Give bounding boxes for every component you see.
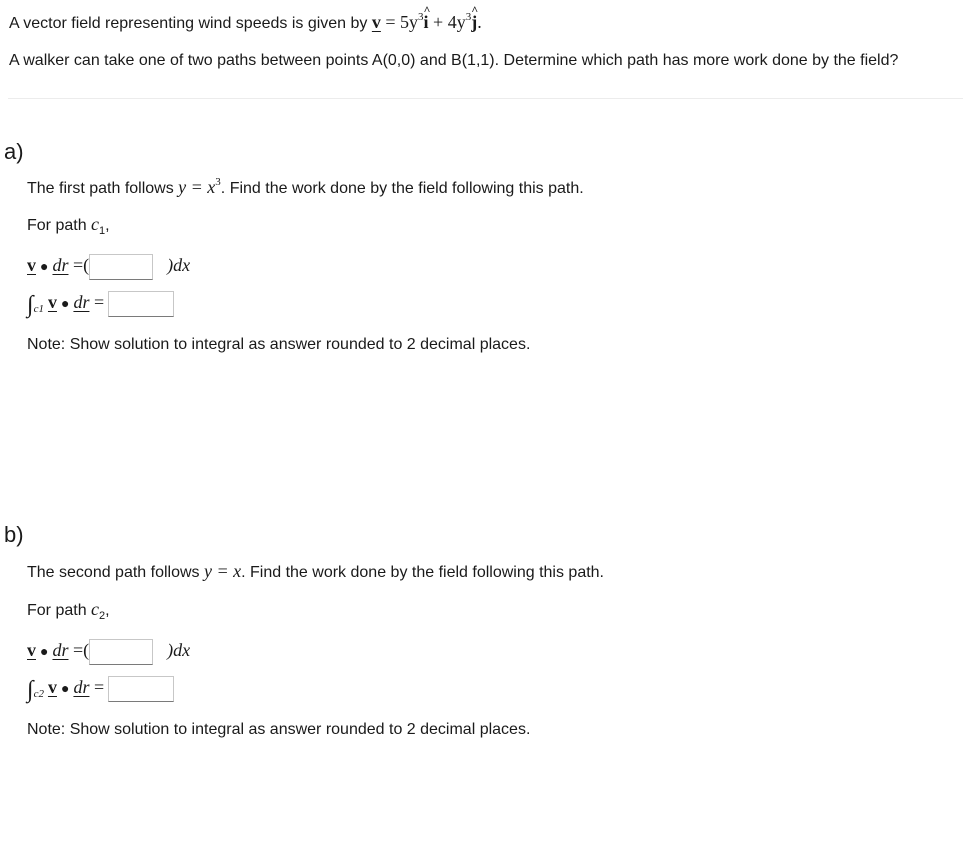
integral-sign-icon: ∫ [27, 677, 34, 704]
integral-sign-icon: ∫ [27, 292, 34, 319]
vector-v-symbol: v [371, 12, 381, 32]
part-b-integral-v-symbol: v [47, 677, 57, 698]
part-b-dx: )dx [167, 640, 191, 661]
part-a-comma: , [105, 217, 110, 234]
part-b-path-symbol: c [91, 599, 100, 619]
dot-operator-icon: ● [60, 680, 70, 697]
part-b-integral-dr-symbol: dr [73, 677, 90, 698]
question-text: A walker can take one of two paths between points A(0,0) and B(1,1). Determine which path has more work done by the field? [9, 52, 899, 69]
part-a-integral-subscript: c1 [33, 303, 44, 316]
field-definition [9, 11, 482, 33]
part-a-note: Note: Show solution to integral as answer rounded to 2 decimal places. [27, 336, 531, 353]
part-b-path-equation: y = x [204, 561, 242, 581]
part-a-desc-pre: The first path follows [27, 180, 179, 197]
part-a-path-subscript: 1 [99, 225, 106, 237]
part-b-path-subscript: 2 [99, 610, 106, 622]
part-b-integrand-input[interactable] [89, 639, 153, 665]
part-b-for-path-text: For path [27, 602, 92, 619]
part-b-eq-open: =( [68, 640, 90, 661]
field-eq-end: . [477, 12, 482, 32]
part-a-integral-dr-symbol: dr [73, 292, 90, 313]
dot-operator-icon: ● [40, 643, 49, 660]
unit-i-symbol: i ^ [424, 12, 429, 33]
unit-j-symbol: j ^ [471, 12, 477, 33]
part-a-path-line [27, 214, 110, 237]
divider [8, 98, 963, 99]
part-b-note: Note: Show solution to integral as answer rounded to 2 decimal places. [27, 721, 531, 738]
part-a-label: a) [4, 139, 24, 164]
part-a-work-input[interactable] [108, 291, 174, 317]
part-a-integral-v-symbol: v [47, 292, 57, 313]
field-eq-part2: + 4y [428, 12, 466, 32]
part-a-dx: )dx [167, 255, 191, 276]
part-a-eq-open: =( [68, 255, 90, 276]
part-b-desc-pre: The second path follows [27, 564, 204, 581]
part-b-integral-eq: = [89, 677, 105, 698]
part-a-path-equation: y = x [178, 177, 216, 197]
part-a-dot-product-row [27, 254, 190, 280]
part-b-dr-symbol: dr [52, 640, 69, 661]
part-a-desc-post: . Find the work done by the field following this path. [220, 180, 584, 197]
part-b-v-symbol: v [27, 640, 36, 661]
part-a-v-symbol: v [27, 255, 36, 276]
part-b-description [27, 561, 604, 582]
part-a-integral-row [27, 291, 174, 319]
part-b-integral-row [27, 676, 174, 704]
field-exp2: 3 [465, 11, 472, 23]
field-exp1: 3 [418, 11, 424, 23]
dot-operator-icon: ● [60, 295, 70, 312]
part-b-work-input[interactable] [108, 676, 174, 702]
part-b-label: b) [4, 522, 24, 547]
part-a-for-path-text: For path [27, 217, 92, 234]
part-a-integrand-input[interactable] [89, 254, 153, 280]
part-a-integral-eq: = [89, 292, 105, 313]
part-b-integral-subscript: c2 [33, 688, 44, 701]
part-b-desc-post: . Find the work done by the field following this path. [241, 564, 604, 581]
field-eq-part1: = 5y [380, 12, 419, 32]
part-a-dr-symbol: dr [52, 255, 69, 276]
part-b-comma: , [105, 602, 110, 619]
part-a-path-exponent: 3 [215, 176, 221, 188]
field-definition-text: A vector field representing wind speeds is given by [9, 15, 372, 32]
part-a-path-symbol: c [91, 214, 100, 234]
part-a-description [27, 176, 584, 198]
dot-operator-icon: ● [40, 258, 49, 275]
part-b-dot-product-row [27, 639, 190, 665]
part-b-path-line [27, 599, 110, 622]
